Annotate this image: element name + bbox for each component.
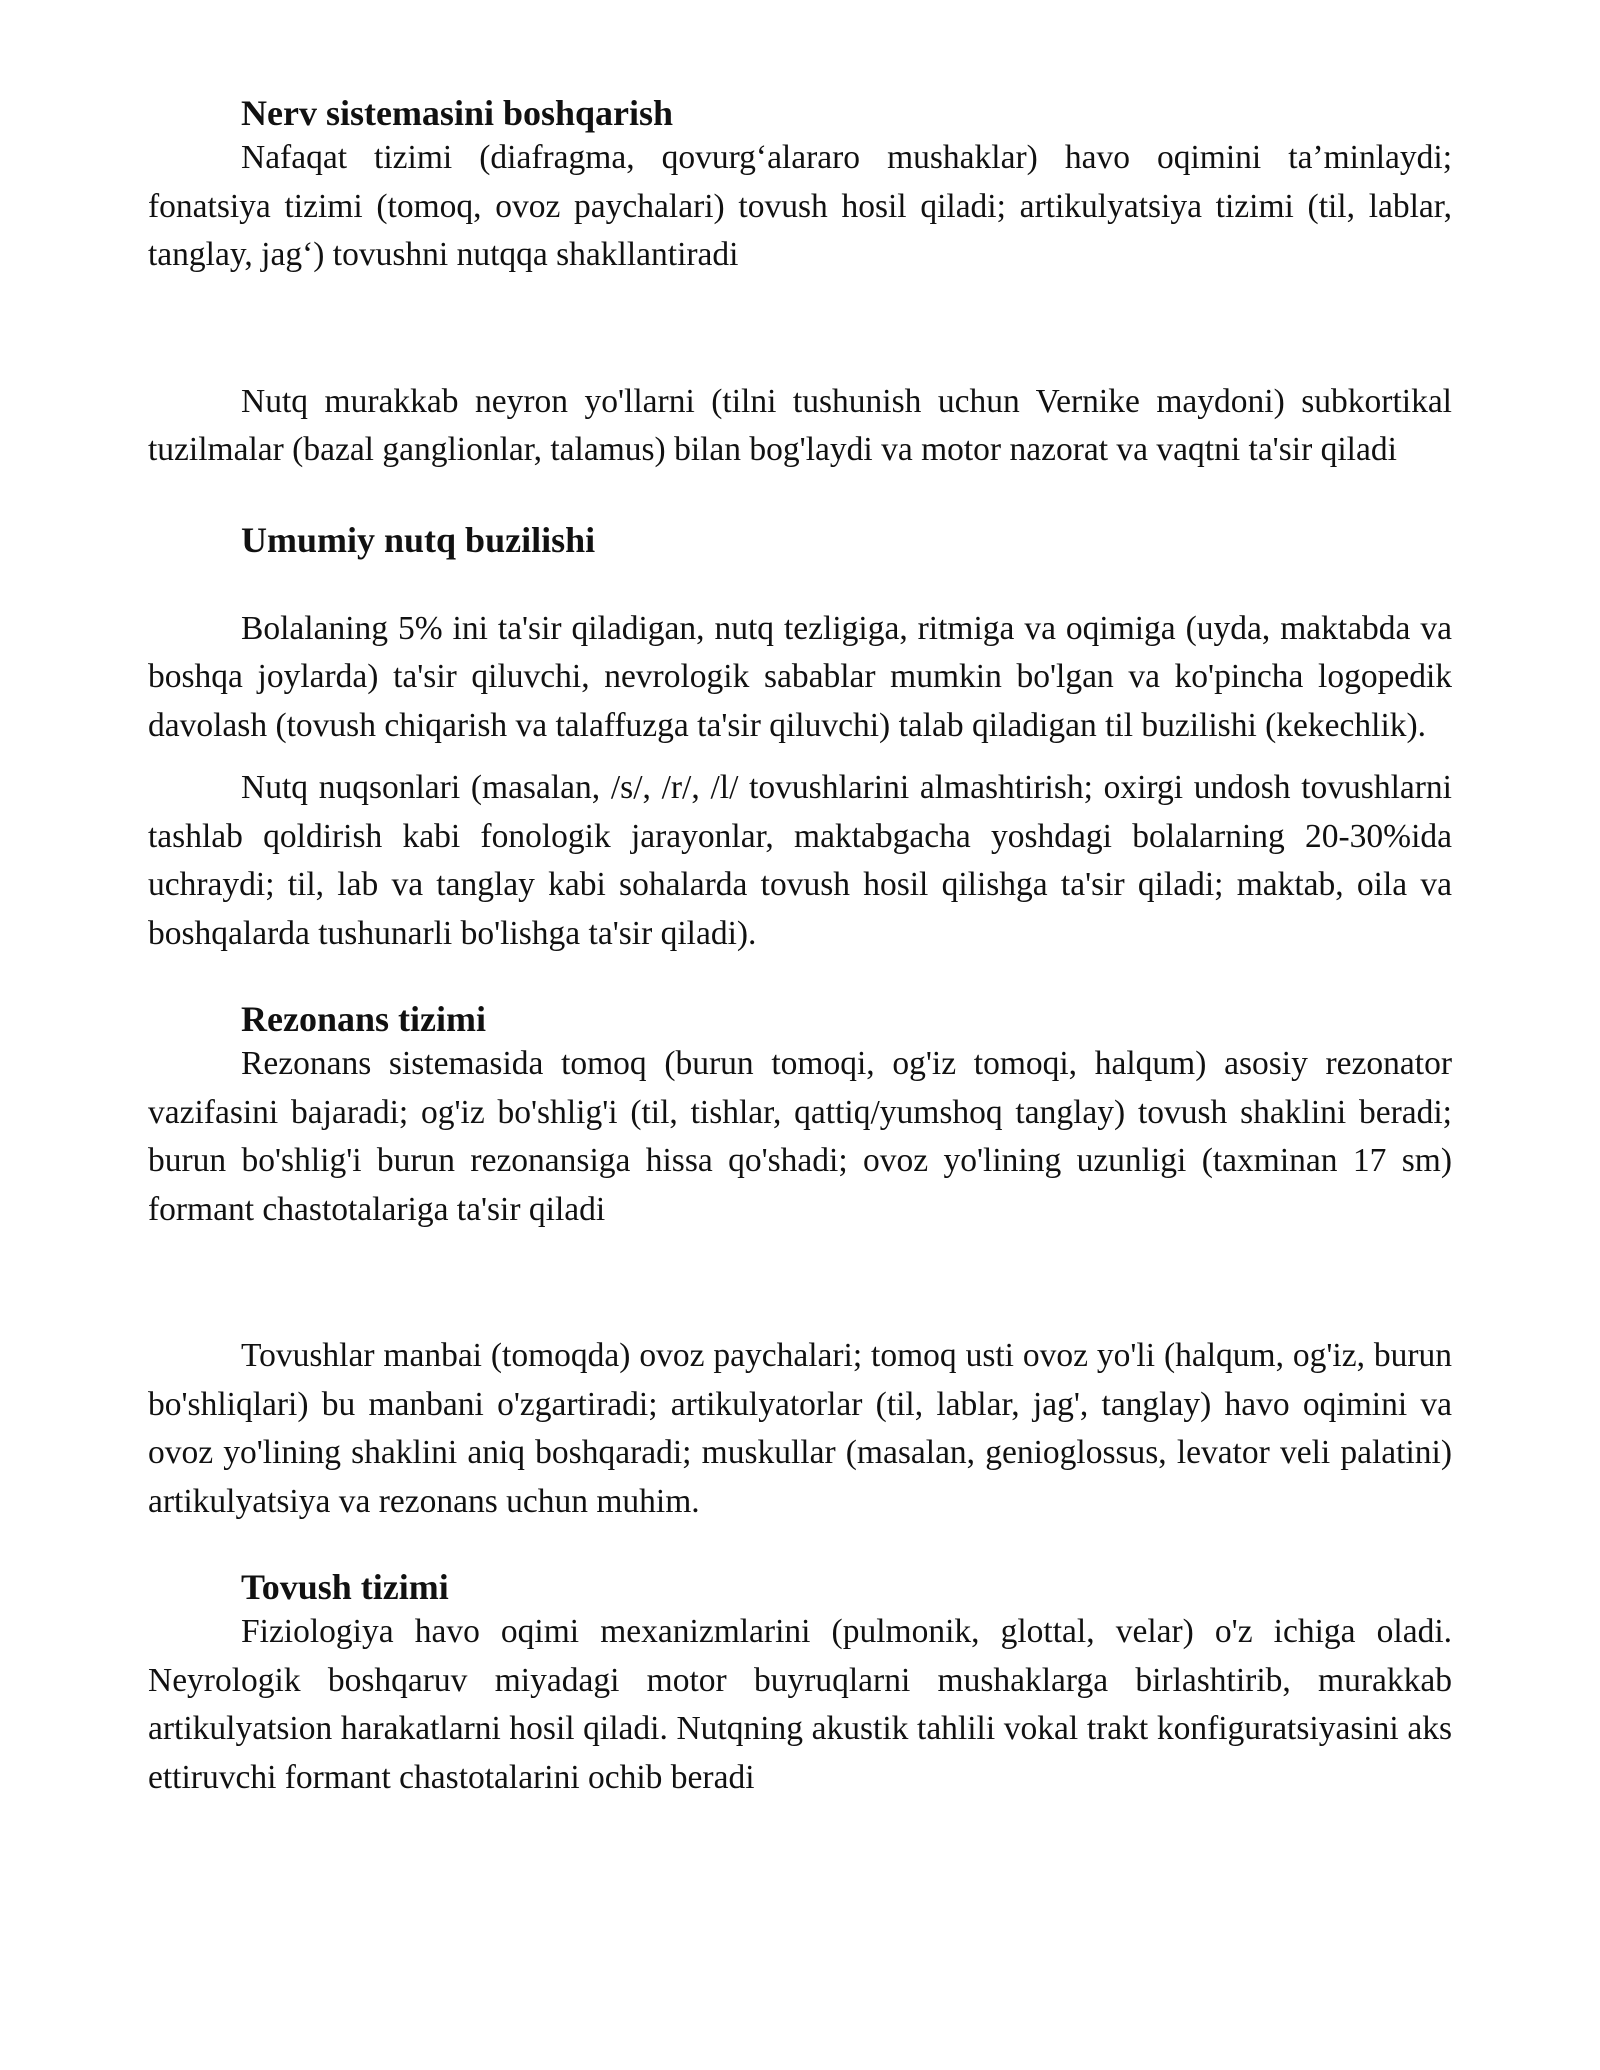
paragraph-umumiy-1: Bolalaning 5% ini ta'sir qiladigan, nutq tezligiga, ritmiga va oqimiga (uyda, maktabda va boshqa joylarda) ta'sir qiluvchi, nevrologik sabablar mumkin bo'lgan va ko'pincha logopedik davolash (tovush chiqarish va talaffuzga ta'sir qiluvchi) talab qiladigan til buzilishi (kekechlik). — [148, 609, 1452, 744]
paragraph-umumiy-2: Nutq nuqsonlari (masalan, /s/, /r/, /l/ tovushlarini almashtirish; oxirgi undosh tovushlarni tashlab qoldirish kabi fonologik jarayonlar, maktabgacha yoshdagi bolalarning 20-30%ida uchraydi; til, lab va tanglay kabi sohalarda tovush hosil qilishga ta'sir qiladi; maktab, oila va boshqalarda tushunarli bo'lishga ta'sir qiladi). — [148, 769, 1452, 952]
spacer — [148, 750, 1452, 764]
paragraph-rezonans-1: Rezonans sistemasida tomoq (burun tomoqi, og'iz tomoqi, halqum) asosiy rezonator vazifasini bajaradi; og'iz bo'shlig'i (til, tishlar, qattiq/yumshoq tanglay) tovush shaklini beradi; burun bo'shlig'i burun rezonansiga hissa qo'shadi; ovoz yo'lining uzunligi (taxminan 17 sm) formant chastotalariga ta'sir qiladi — [148, 1045, 1452, 1228]
spacer — [148, 561, 1452, 605]
heading-tovush: Tovush tizimi — [241, 1567, 449, 1607]
spacer — [148, 1526, 1452, 1566]
spacer — [148, 1234, 1452, 1332]
spacer — [148, 958, 1452, 998]
spacer — [148, 475, 1452, 519]
heading-nerv: Nerv sistemasini boshqarish — [241, 93, 674, 133]
paragraph-nerv-1: Nafaqat tizimi (diafragma, qovurg‘alararo mushaklar) havo oqimini ta’minlaydi; fonatsiya tizimi (tomoq, ovoz paychalari) tovush hosil qiladi; artikulyatsiya tizimi (til, lablar, tanglay, jag‘) tovushni nutqqa shakllantiradi — [148, 139, 1452, 273]
heading-rezonans: Rezonans tizimi — [241, 999, 486, 1039]
heading-umumiy: Umumiy nutq buzilishi — [241, 519, 596, 560]
spacer — [148, 280, 1452, 378]
document-page — [148, 92, 1452, 1802]
paragraph-tovush-1: Fiziologiya havo oqimi mexanizmlarini (pulmonik, glottal, velar) o'z ichiga oladi. Neyrologik boshqaruv miyadagi motor buyruqlarni mushaklarga birlashtirib, murakkab artikulyatsion harakatlarni hosil qiladi. Nutqning akustik tahlili vokal trakt konfiguratsiyasini aks ettiruvchi formant chastotalarini ochib beradi — [148, 1613, 1452, 1796]
paragraph-nerv-2: Nutq murakkab neyron yo'llarni (tilni tushunish uchun Vernike maydoni) subkortikal tuzilmalar (bazal ganglionlar, talamus) bilan bog'laydi va motor nazorat va vaqtni ta'sir qiladi — [148, 382, 1452, 468]
paragraph-rezonans-2: Tovushlar manbai (tomoqda) ovoz paychalari; tomoq usti ovoz yo'li (halqum, og'iz, burun bo'shliqlari) bu manbani o'zgartiradi; artikulyatorlar (til, lablar, jag', tanglay) havo oqimini va ovoz yo'lining shaklini aniq boshqaradi; muskullar (masalan, genioglossus, levator veli palatini) artikulyatsiya va rezonans uchun muhim. — [148, 1337, 1452, 1520]
